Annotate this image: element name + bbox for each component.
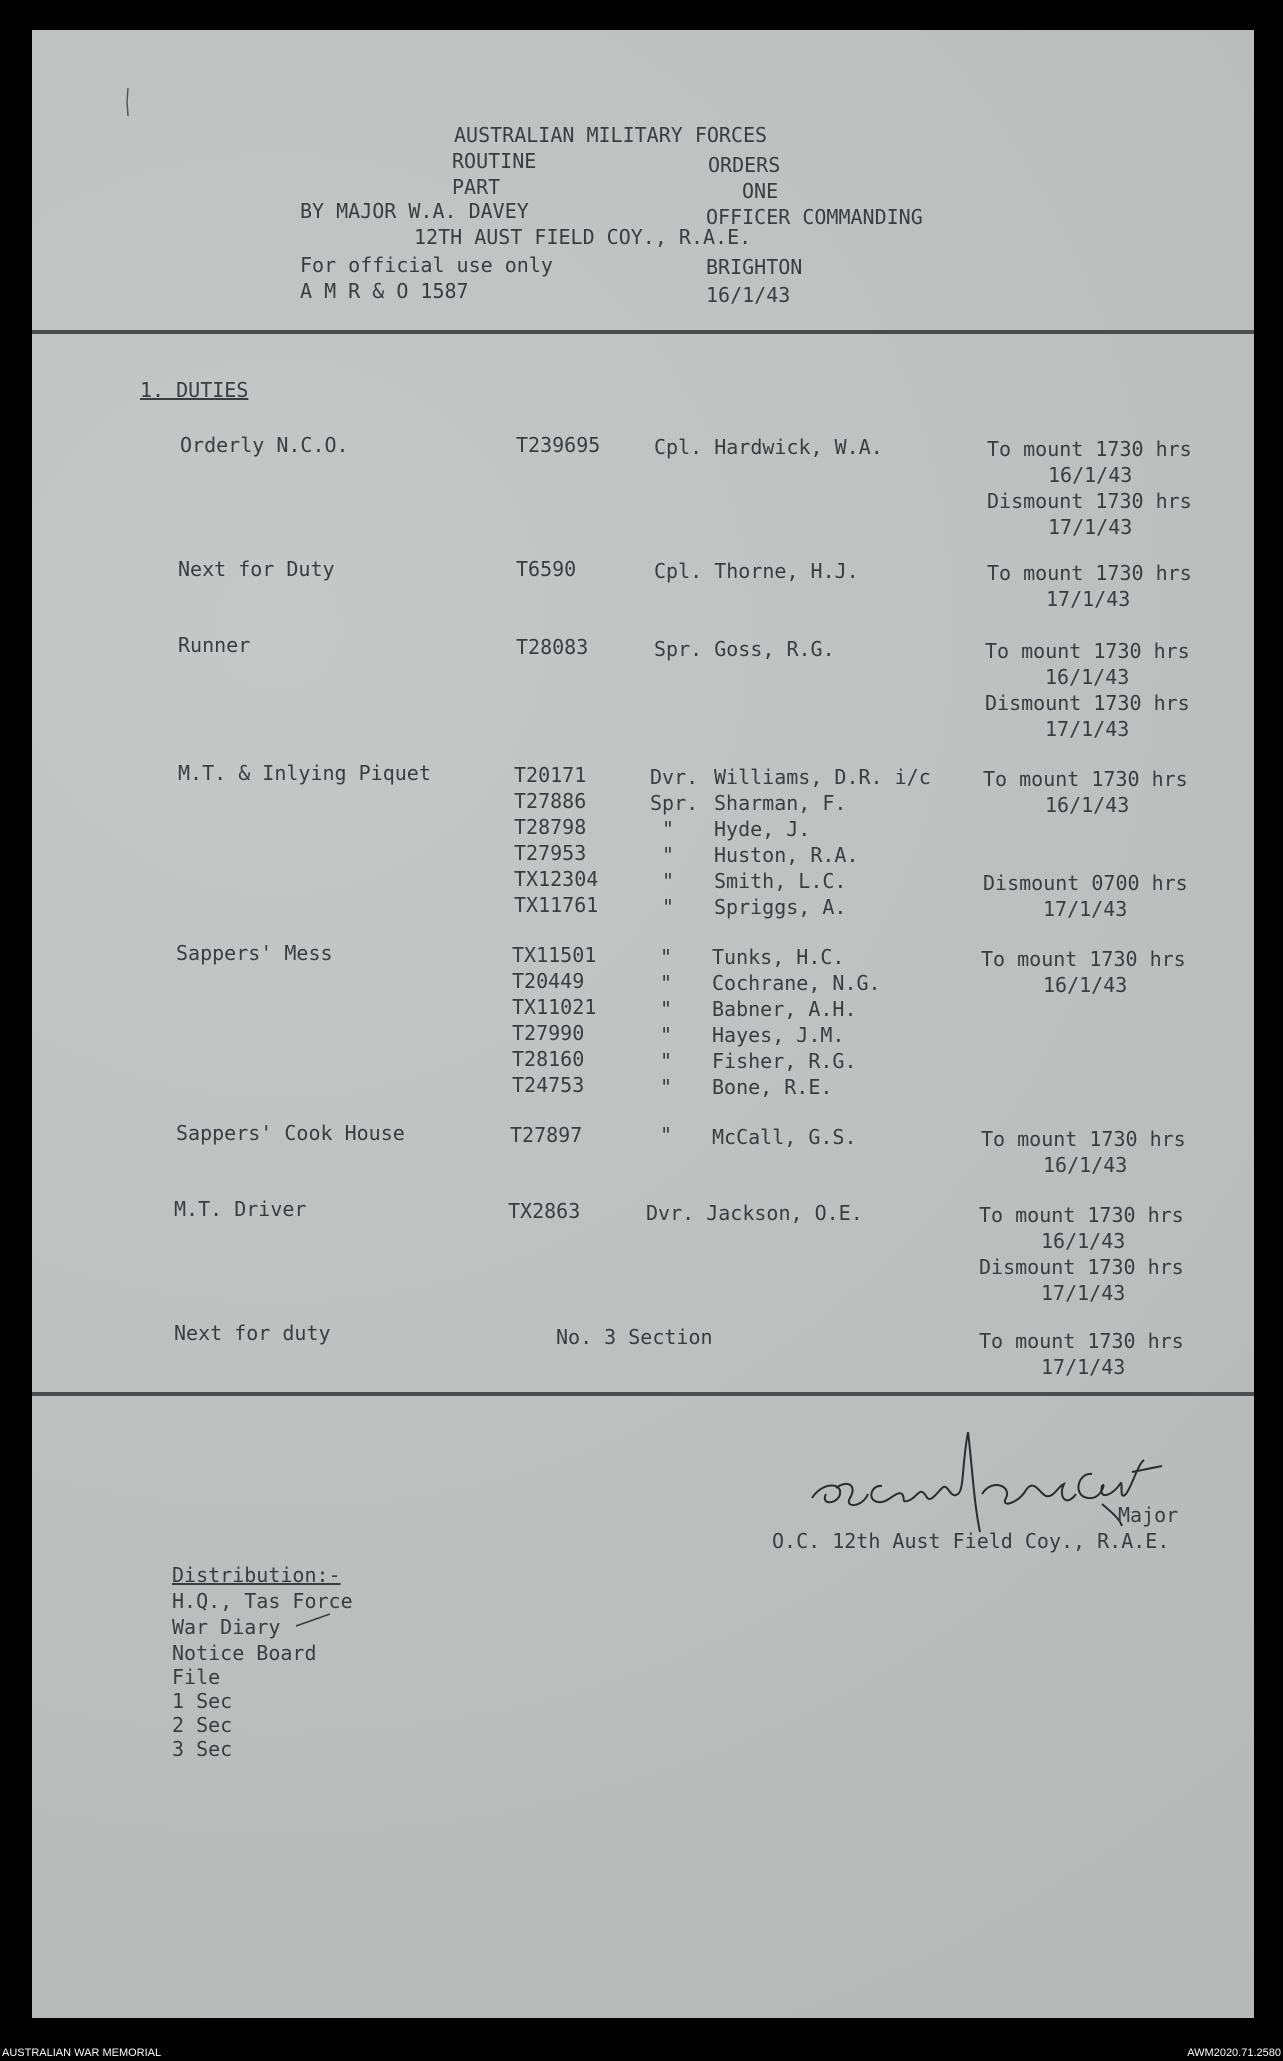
time-line: To mount 1730 hrs — [985, 639, 1190, 663]
service-number: TX2863 — [508, 1199, 581, 1223]
ditto-mark: " — [660, 1075, 673, 1099]
ditto-mark: " — [660, 945, 673, 969]
soldier-name: Williams, D.R. i/c — [714, 765, 931, 789]
date-line: 17/1/43 — [1048, 515, 1133, 539]
service-number: TX12304 — [514, 867, 599, 891]
distribution-item: Notice Board — [172, 1641, 317, 1665]
archive-reference: AWM2020.71.2580 — [1187, 2047, 1281, 2059]
service-number: T28160 — [512, 1047, 585, 1071]
divider-bottom — [32, 1392, 1254, 1396]
service-number: TX11501 — [512, 943, 597, 967]
date-line: 16/1/43 — [1045, 793, 1130, 817]
ditto-mark: " — [662, 895, 675, 919]
soldier-name: Spriggs, A. — [714, 895, 847, 919]
service-number: T27990 — [512, 1021, 585, 1045]
soldier-name: Huston, R.A. — [714, 843, 859, 867]
soldier-name: Bone, R.E. — [712, 1075, 833, 1099]
service-number: T27897 — [510, 1123, 583, 1147]
time-line: To mount 1730 hrs — [987, 561, 1192, 585]
date-line: 16/1/43 — [1048, 463, 1133, 487]
time-line: To mount 1730 hrs — [979, 1329, 1184, 1353]
ditto-mark: " — [660, 997, 673, 1021]
service-number: T27886 — [514, 789, 587, 813]
duty-label: Sappers' Mess — [176, 941, 333, 965]
tick-mark — [294, 1610, 334, 1630]
duty-label: M.T. Driver — [174, 1197, 307, 1221]
time-line: To mount 1730 hrs — [983, 767, 1188, 791]
service-number: T24753 — [512, 1073, 585, 1097]
date-line: 16/1/43 — [1043, 973, 1128, 997]
duty-label: M.T. & Inlying Piquet — [178, 761, 431, 785]
ditto-mark: " — [660, 971, 673, 995]
soldier-name: Cpl. Thorne, H.J. — [654, 559, 859, 583]
header-part: PART — [452, 175, 501, 199]
distribution-item: H.Q., Tas Force — [172, 1589, 353, 1613]
soldier-name: Spr. Goss, R.G. — [654, 637, 835, 661]
date-line: 17/1/43 — [1041, 1355, 1126, 1379]
ditto-mark: " — [662, 869, 675, 893]
date-line: 16/1/43 — [1043, 1153, 1128, 1177]
service-number: T6590 — [516, 557, 577, 581]
time-line: Dismount 1730 hrs — [979, 1255, 1184, 1279]
time-line: To mount 1730 hrs — [987, 437, 1192, 461]
date-line: 17/1/43 — [1045, 717, 1130, 741]
ditto-mark: " — [662, 843, 675, 867]
header-officer: OFFICER COMMANDING — [706, 205, 923, 229]
signatory-rank: Major — [1118, 1503, 1179, 1527]
soldier-name: Cochrane, N.G. — [712, 971, 881, 995]
time-line: Dismount 1730 hrs — [987, 489, 1192, 513]
soldier-name: Dvr. Jackson, O.E. — [646, 1201, 863, 1225]
header-by: BY MAJOR W.A. DAVEY — [300, 199, 529, 223]
divider-top — [32, 330, 1254, 334]
header-title: AUSTRALIAN MILITARY FORCES — [454, 123, 768, 147]
distribution-item: War Diary — [172, 1615, 281, 1639]
duty-label: Next for Duty — [178, 557, 335, 581]
service-number: T28083 — [516, 635, 589, 659]
distribution-heading: Distribution:- — [172, 1563, 341, 1587]
date-line: 16/1/43 — [1045, 665, 1130, 689]
duty-label: Runner — [178, 633, 251, 657]
header-one: ONE — [742, 179, 779, 203]
ditto-mark: " — [660, 1023, 673, 1047]
time-line: Dismount 1730 hrs — [985, 691, 1190, 715]
service-number: T20449 — [512, 969, 585, 993]
service-number: T239695 — [516, 433, 601, 457]
soldier-name: Hayes, J.M. — [712, 1023, 845, 1047]
date-line: 17/1/43 — [1046, 587, 1131, 611]
service-number: TX11021 — [512, 995, 597, 1019]
distribution-item: 1 Sec — [172, 1689, 233, 1713]
soldier-name: Hyde, J. — [714, 817, 811, 841]
header-amr: A M R & O 1587 — [300, 279, 469, 303]
rank: Spr. — [650, 791, 699, 815]
time-line: To mount 1730 hrs — [981, 1127, 1186, 1151]
date-line: 16/1/43 — [1041, 1229, 1126, 1253]
duty-label: Orderly N.C.O. — [180, 433, 349, 457]
section-assignment: No. 3 Section — [556, 1325, 713, 1349]
time-line: Dismount 0700 hrs — [983, 871, 1188, 895]
soldier-name: Fisher, R.G. — [712, 1049, 857, 1073]
service-number: T28798 — [514, 815, 587, 839]
date-line: 17/1/43 — [1041, 1281, 1126, 1305]
signatory-title: O.C. 12th Aust Field Coy., R.A.E. — [772, 1529, 1170, 1553]
service-number: TX11761 — [514, 893, 599, 917]
distribution-item: 2 Sec — [172, 1713, 233, 1737]
pencil-mark — [126, 88, 130, 118]
soldier-name: McCall, G.S. — [712, 1125, 857, 1149]
time-line: To mount 1730 hrs — [979, 1203, 1184, 1227]
header-routine: ROUTINE — [452, 149, 537, 173]
soldier-name: Tunks, H.C. — [712, 945, 845, 969]
ditto-mark: " — [662, 817, 675, 841]
header-official: For official use only — [300, 253, 553, 277]
document-page — [32, 30, 1254, 2018]
ditto-mark: " — [660, 1123, 673, 1147]
header-date: 16/1/43 — [706, 283, 791, 307]
header-unit: 12TH AUST FIELD COY., R.A.E. — [414, 225, 752, 249]
rank: Dvr. — [650, 765, 699, 789]
time-line: To mount 1730 hrs — [981, 947, 1186, 971]
soldier-name: Cpl. Hardwick, W.A. — [654, 435, 883, 459]
soldier-name: Babner, A.H. — [712, 997, 857, 1021]
header-place: BRIGHTON — [706, 255, 803, 279]
distribution-item: File — [172, 1665, 221, 1689]
soldier-name: Smith, L.C. — [714, 869, 847, 893]
archive-credit: AUSTRALIAN WAR MEMORIAL — [2, 2047, 162, 2059]
service-number: T27953 — [514, 841, 587, 865]
section-title: 1. DUTIES — [140, 378, 249, 402]
ditto-mark: " — [660, 1049, 673, 1073]
duty-label: Next for duty — [174, 1321, 331, 1345]
service-number: T20171 — [514, 763, 587, 787]
soldier-name: Sharman, F. — [714, 791, 847, 815]
header-orders: ORDERS — [708, 153, 781, 177]
distribution-item: 3 Sec — [172, 1737, 233, 1761]
date-line: 17/1/43 — [1043, 897, 1128, 921]
duty-label: Sappers' Cook House — [176, 1121, 405, 1145]
